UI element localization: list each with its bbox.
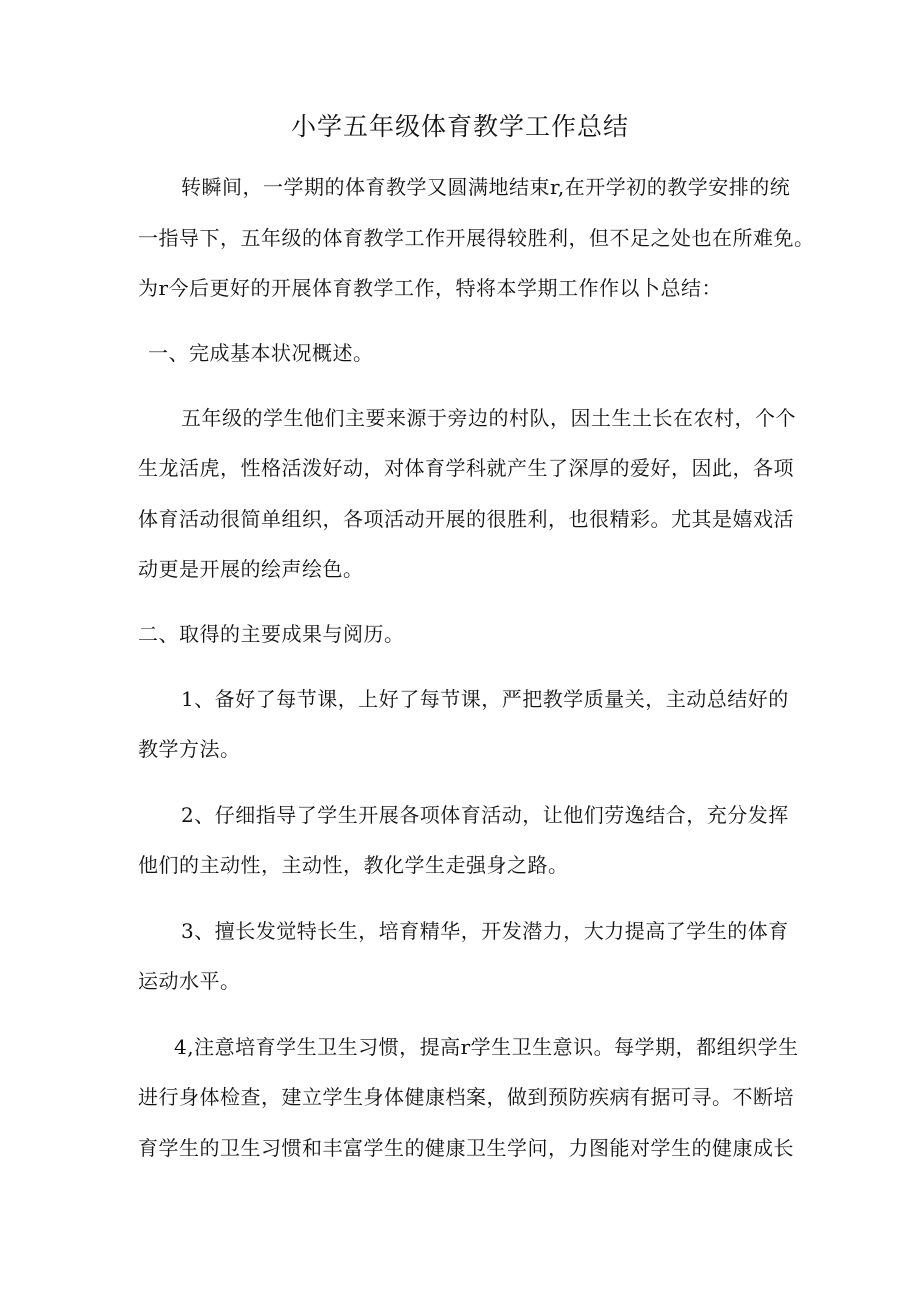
item1-line-2: 教学方法。 <box>138 737 241 761</box>
item2-line-2: 他们的主动性，主动性，教化学生走强身之路。 <box>138 853 569 877</box>
section1-heading: 一、完成基本状况概述。 <box>148 341 374 365</box>
item2-line-1: 2、仔细指导了学生开展各项体育活动，让他们劳逸结合，充分发挥 <box>181 803 789 827</box>
section1-line-2: 生龙活虎，性格活泼好动，对体育学科就产生了深厚的爱好，因此，各项 <box>138 456 794 480</box>
item4-line-3: 育学生的卫生习惯和丰富学生的健康卫生学问，力图能对学生的健康成长 <box>138 1136 794 1160</box>
section1-line-4: 动更是开展的绘声绘色。 <box>138 557 364 581</box>
section1-line-1: 五年级的学生他们主要来源于旁边的村队，因土生土长在农村，个个 <box>181 406 796 430</box>
section2-heading: 二、取得的主要成果与阅历。 <box>138 622 405 646</box>
item1-line-1: 1、备好了每节课，上好了每节课，严把教学质量关，主动总结好的 <box>181 687 789 711</box>
item4-line-2: 进行身体检查，建立学生身体健康档案，做到预防疾病有据可寻。不断培 <box>138 1085 794 1109</box>
document-title: 小学五年级体育教学工作总结 <box>290 112 629 141</box>
intro-line-3: 为r今后更好的开展体育教学工作，特将本学期工作作以卜总结： <box>138 276 723 300</box>
item3-line-1: 3、擅长发觉特长生，培育精华，开发潜力，大力提高了学生的体育 <box>181 919 789 943</box>
intro-line-1: 转瞬间，一学期的体育教学又圆满地结束r,在开学初的教学安排的统 <box>181 175 791 199</box>
intro-line-2: 一指导下，五年级的体育教学工作开展得较胜利，但不足之处也在所难免。 <box>138 226 815 250</box>
section1-line-3: 体育活动很简单组织，各项活动开展的很胜利，也很精彩。尤其是嬉戏活 <box>138 507 794 531</box>
item4-line-1: 4,注意培育学生卫生习惯，提高r学生卫生意识。每学期，都组织学生 <box>174 1035 799 1059</box>
item3-line-2: 运动水平。 <box>138 969 241 993</box>
